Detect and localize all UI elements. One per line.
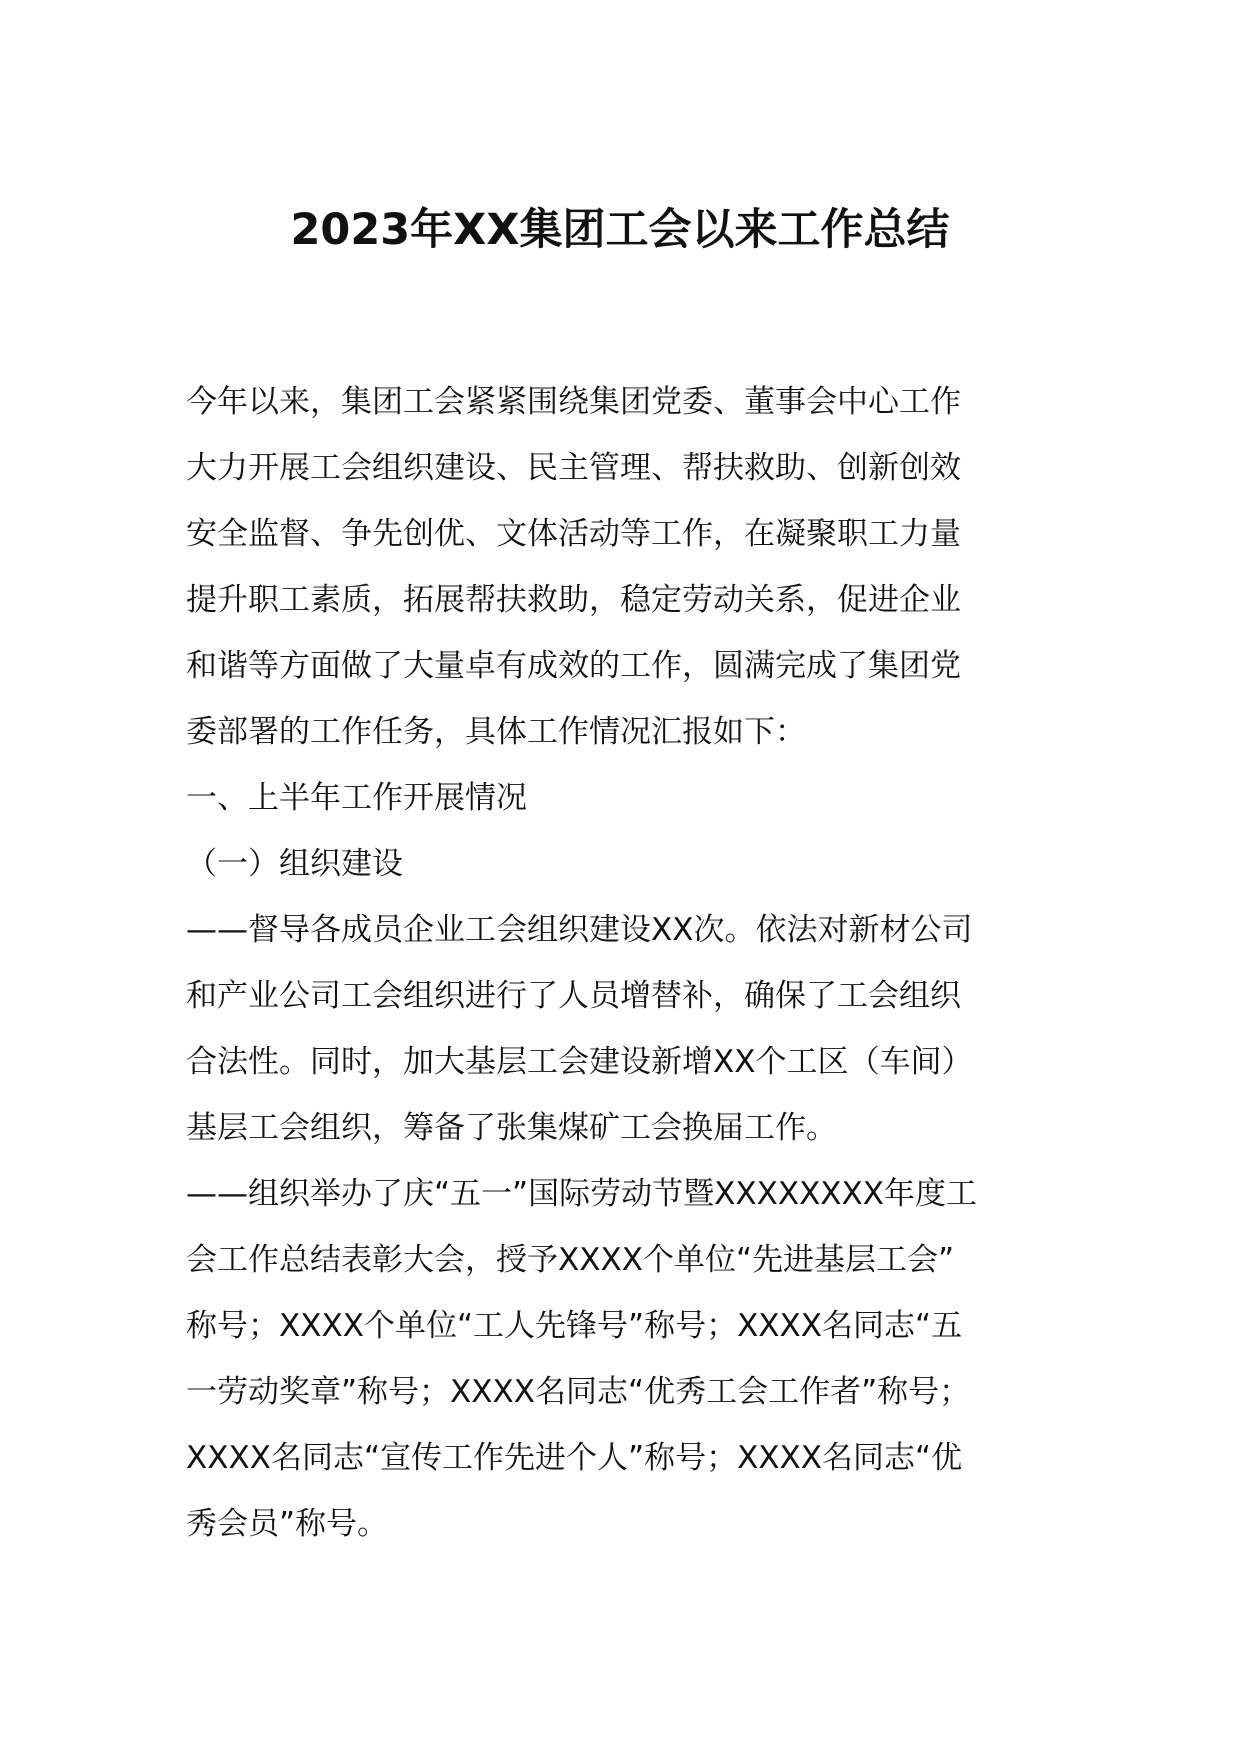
- body-line-18: 秀会员”称号。: [186, 1506, 389, 1542]
- body-line-5: 和谐等方面做了大量卓有成效的工作，圆满完成了集团党: [186, 648, 961, 684]
- body-line-13: ——组织举办了庆“五一”国际劳动节暨XXXXXXXX年度工: [186, 1176, 978, 1212]
- body-line-6: 委部署的工作任务，具体工作情况汇报如下：: [186, 714, 806, 750]
- body-line-3: 安全监督、争先创优、文体活动等工作，在凝聚职工力量: [186, 516, 961, 552]
- body-line-15: 称号；XXXX个单位“工人先锋号”称号；XXXX名同志“五: [186, 1308, 963, 1344]
- body-line-9: ——督导各成员企业工会组织建设XX次。依法对新材公司: [186, 912, 973, 948]
- body-line-14: 会工作总结表彰大会，授予XXXX个单位“先进基层工会”: [186, 1242, 955, 1278]
- body-line-12: 基层工会组织，筹备了张集煤矿工会换届工作。: [186, 1110, 837, 1146]
- body-line-17: XXXX名同志“宣传工作先进个人”称号；XXXX名同志“优: [186, 1440, 963, 1476]
- body-line-2: 大力开展工会组织建设、民主管理、帮扶救助、创新创效: [186, 450, 961, 486]
- body-line-11: 合法性。同时，加大基层工会建设新增XX个工区（车间）: [186, 1044, 973, 1080]
- subsection-heading-1: （一）组织建设: [186, 846, 403, 882]
- document-title: 2023年XX集团工会以来工作总结: [290, 205, 950, 255]
- body-line-4: 提升职工素质，拓展帮扶救助，稳定劳动关系，促进企业: [186, 582, 961, 618]
- section-heading-1: 一、上半年工作开展情况: [186, 780, 527, 816]
- body-line-1: 今年以来，集团工会紧紧围绕集团党委、董事会中心工作: [186, 384, 961, 420]
- body-line-10: 和产业公司工会组织进行了人员增替补，确保了工会组织: [186, 978, 961, 1014]
- body-line-16: 一劳动奖章”称号；XXXX名同志“优秀工会工作者”称号；: [186, 1374, 971, 1410]
